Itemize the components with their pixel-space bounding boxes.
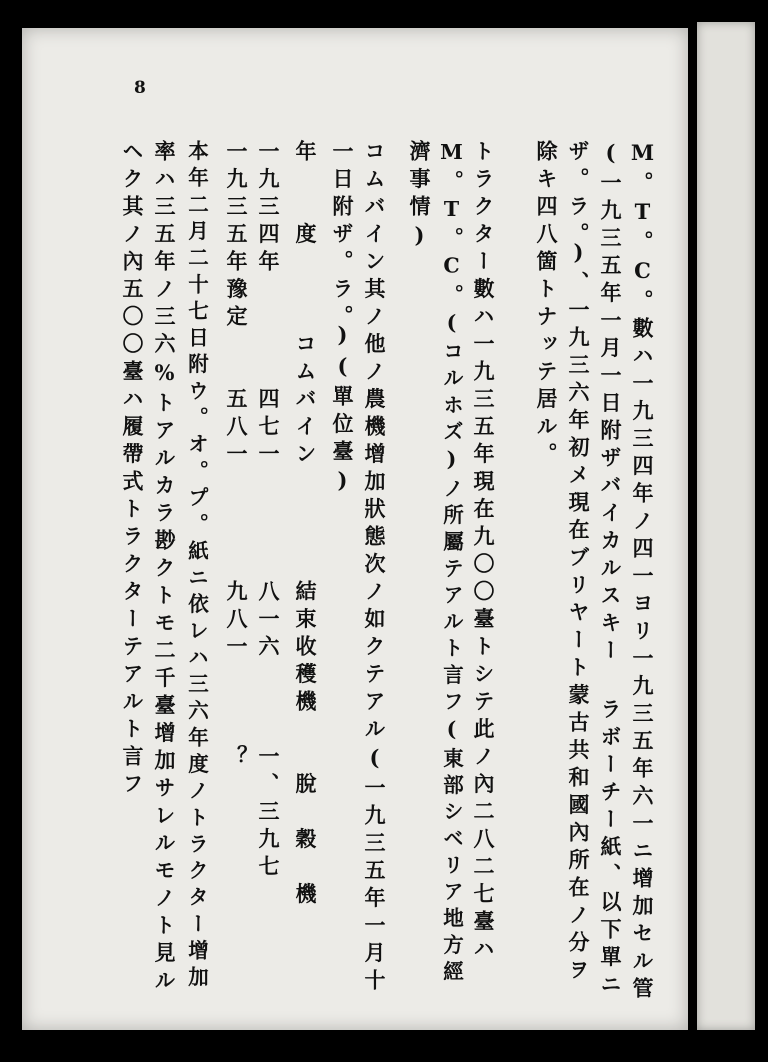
text-line-13: 本年二月二十七日附ウ。オ。プ。紙ニ依レハ三六年度ノトラクター增加 bbox=[184, 140, 209, 993]
text-line-5: トラクター數ハ一九三五年現在九〇〇臺トシテ此ノ內二八二七臺ハ bbox=[471, 140, 496, 965]
table-row-1934: 一九三四年 四七一 八一六 一、三九七 bbox=[256, 140, 281, 883]
table-row-1935: 一九三五年豫定 五八一 九八一 ？ bbox=[224, 140, 249, 773]
text-line-3: ザ。ラ。)、一九三六年初メ現在ブリヤート蒙古共和國內所在ノ分ヲ bbox=[566, 140, 591, 986]
document-page bbox=[22, 28, 688, 1030]
text-line-8: コムバイン其ノ他ノ農機增加狀態次ノ如クテアル(一九三五年一月十 bbox=[362, 140, 387, 997]
text-line-1: M。T。C。數ハ一九三四年ノ四一ヨリ一九三五年六一ニ增加セル管 bbox=[630, 140, 655, 1005]
text-line-14: 率ハ三五年ノ三六%トアルカラ尠クトモ二千臺增加サレルモノト見ル bbox=[152, 140, 177, 997]
adjacent-page-edge bbox=[697, 22, 755, 1030]
table-header-row: 年 度 コムバイン 結束收穫機 脫 穀 機 bbox=[293, 140, 318, 910]
text-line-6: M。T。C。(コルホズ)ノ所屬テアルト言フ(東部シベリア地方經 bbox=[439, 140, 464, 988]
text-line-15: ヘク其ノ內五〇〇臺ハ履帶式トラクターテアルト言フ bbox=[120, 140, 145, 800]
page-number: 8 bbox=[134, 78, 146, 98]
text-line-2: (一九三五年一月一日附ザバイカルスキー ラボーチー紙、以下單ニ bbox=[598, 140, 623, 1001]
text-line-7: 濟事情) bbox=[407, 140, 432, 254]
text-line-9: 一日附ザ。ラ。)(單位臺) bbox=[330, 140, 355, 499]
text-line-4: 除キ四八箇トナッテ居ル。 bbox=[534, 140, 559, 470]
